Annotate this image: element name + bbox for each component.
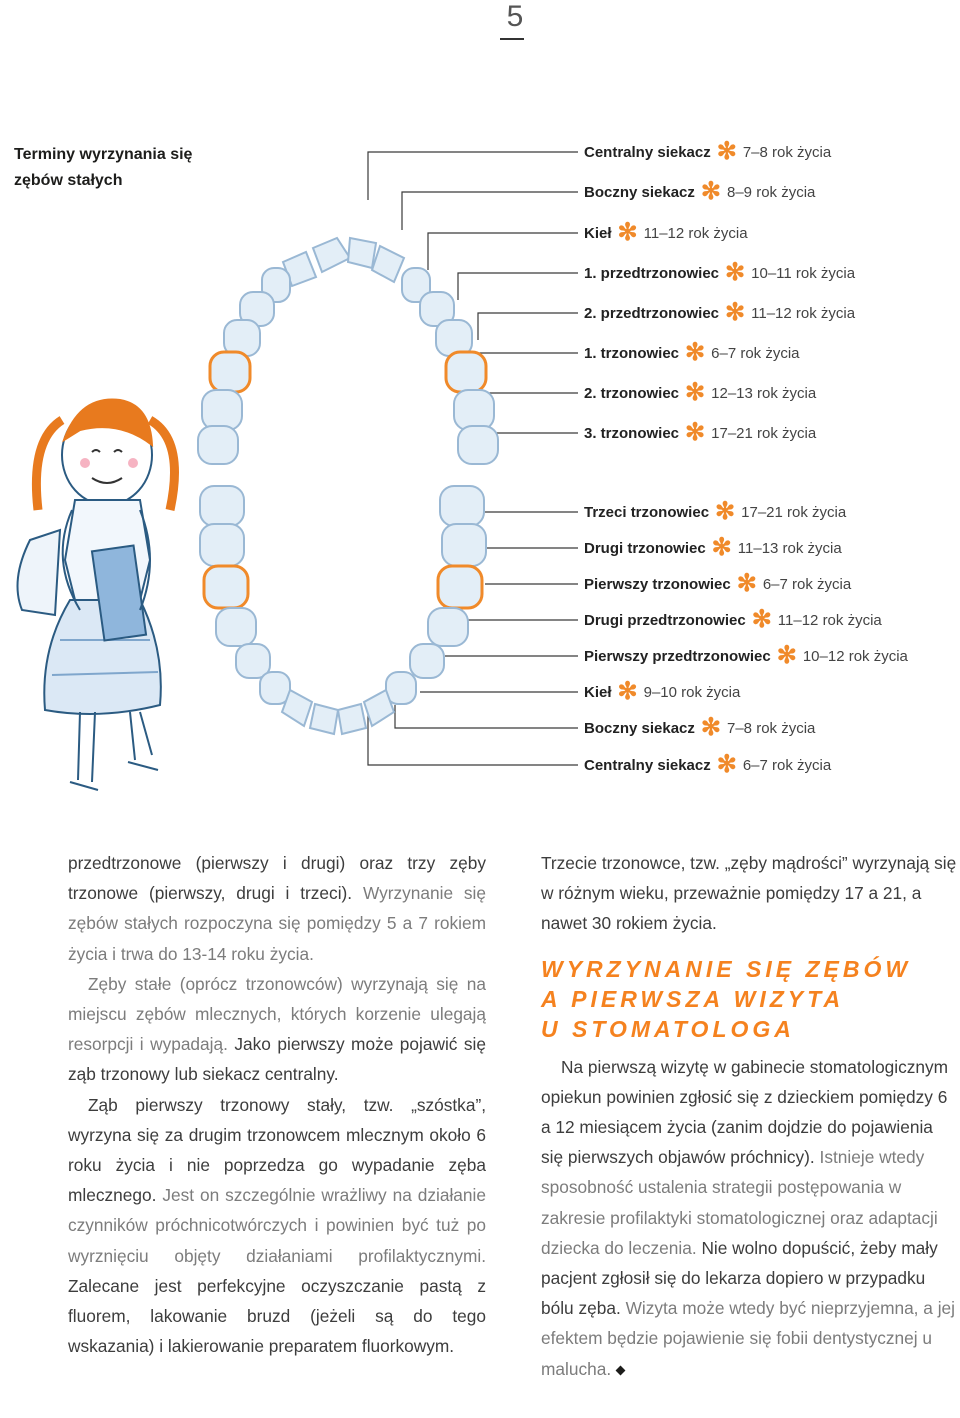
paragraph	[68, 1090, 486, 1362]
heading-line: U STOMATOLOGA	[541, 1015, 795, 1042]
lower-tooth	[200, 524, 244, 566]
lower-tooth	[440, 486, 484, 526]
lower-tooth	[386, 672, 416, 704]
eruption-age: 7–8 rok życia	[742, 143, 832, 161]
eruption-age: 17–21 rok życia	[741, 503, 847, 521]
asterisk-icon: ✻	[751, 606, 772, 633]
lower-tooth	[338, 704, 366, 734]
tooth-name: Boczny siekacz	[584, 183, 695, 201]
lower-label-third-molar	[584, 498, 847, 525]
tooth-name: 2. trzonowiec	[584, 384, 680, 402]
lower-tooth	[260, 672, 290, 704]
eruption-age: 12–13 rok życia	[711, 384, 817, 402]
lower-tooth	[310, 704, 338, 734]
tooth-name: Centralny siekacz	[584, 143, 711, 161]
upper-arch	[198, 238, 498, 464]
upper-tooth	[198, 426, 238, 464]
asterisk-icon: ✻	[617, 678, 638, 705]
eruption-age: 6–7 rok życia	[711, 344, 800, 362]
tooth-name: Drugi przedtrzonowiec	[584, 611, 746, 629]
lower-tooth	[428, 608, 468, 646]
girl-illustration	[18, 400, 175, 791]
upper-label-lateral-incisor	[584, 178, 816, 205]
asterisk-icon: ✻	[685, 339, 706, 366]
lower-label-central-incisor	[584, 751, 832, 778]
eruption-age: 6–7 rok życia	[762, 575, 852, 593]
paragraph	[68, 848, 486, 969]
asterisk-icon: ✻	[776, 642, 797, 669]
paragraph	[541, 1052, 959, 1384]
lower-arch	[200, 486, 486, 734]
text-run: Zęby stałe (oprócz trzonowców) wyrzynają się na miejscu zębów mlecznych, których korzenie ulegają resorpcji i wypadają.	[68, 973, 486, 1055]
lower-tooth	[216, 608, 256, 646]
eruption-age: 11–12 rok życia	[777, 611, 882, 629]
text-run: Zalecane jest perfekcyjne oczyszczanie pastą z fluorem, lakowanie bruzd (jeżeli są do tego wskazania) i lakierowanie preparatem fluorkowym.	[68, 1275, 486, 1357]
tooth-name: Kieł	[584, 683, 612, 701]
asterisk-icon: ✻	[716, 138, 737, 165]
asterisk-icon: ✻	[711, 534, 732, 561]
lower-label-canine	[584, 678, 741, 705]
upper-label-third-molar	[584, 419, 817, 446]
upper-tooth	[458, 426, 498, 464]
lower-tooth	[410, 644, 444, 678]
section-heading	[541, 954, 959, 1044]
eruption-age: 11–12 rok życia	[643, 224, 748, 242]
tooth-name: Pierwszy przedtrzonowiec	[584, 647, 771, 665]
page-number: 5	[506, 0, 524, 33]
tooth-name: Kieł	[584, 224, 612, 242]
upper-label-first-molar	[584, 339, 800, 366]
tooth-name: Drugi trzonowiec	[584, 539, 706, 557]
upper-tooth	[202, 390, 242, 430]
heading-line: A PIERWSZA WIZYTA	[541, 985, 845, 1012]
lower-label-second-molar	[584, 534, 842, 561]
tooth-name: Boczny siekacz	[584, 719, 695, 737]
text-run: Jako pierwszy może pojawić się ząb trzonowy lub siekacz centralny.	[68, 1034, 486, 1085]
asterisk-icon: ✻	[736, 570, 757, 597]
diagram-title: Terminy wyrzynania się zębów stałych	[14, 146, 193, 189]
asterisk-icon: ✻	[700, 714, 721, 741]
body-column-right	[541, 848, 959, 1384]
body-column-left	[68, 848, 486, 1361]
upper-tooth	[348, 238, 376, 268]
asterisk-icon: ✻	[617, 219, 638, 246]
asterisk-icon: ✻	[685, 419, 706, 446]
text-run: Wyrzynanie się zębów stałych rozpoczyna się pomiędzy 5 a 7 rokiem życia i trwa do 13-14 roku życia.	[68, 883, 486, 964]
upper-label-central-incisor	[584, 138, 832, 165]
text-run: Jest on szczególnie wrażliwy na działanie czynników próchnicotwórczych i powinien być tuż po wyrznięciu objęty działaniami profilaktycznymi.	[68, 1185, 486, 1266]
eruption-age: 17–21 rok życia	[711, 424, 817, 442]
paragraph	[68, 969, 486, 1090]
eruption-age: 6–7 rok życia	[742, 756, 832, 774]
text-run: przedtrzonowe (pierwszy i drugi) oraz trzy zęby trzonowe (pierwszy, drugi i trzeci).	[68, 853, 486, 904]
end-mark-icon	[616, 1365, 626, 1375]
lower-tooth	[236, 644, 270, 678]
lower-label-first-molar	[584, 570, 852, 597]
tooth-name: Pierwszy trzonowiec	[584, 575, 731, 593]
asterisk-icon: ✻	[716, 751, 737, 778]
tooth-name: Centralny siekacz	[584, 756, 711, 774]
eruption-age: 10–11 rok życia	[751, 264, 856, 282]
asterisk-icon: ✻	[715, 498, 736, 525]
tooth-name: 1. trzonowiec	[584, 344, 680, 362]
lower-label-lateral-incisor	[584, 714, 816, 741]
eruption-age: 8–9 rok życia	[727, 183, 816, 201]
upper-first-molar-left	[210, 352, 250, 392]
tooth-name: 3. trzonowiec	[584, 424, 680, 442]
lower-tooth	[200, 486, 244, 526]
upper-label-first-premolar	[584, 259, 856, 286]
upper-label-second-premolar	[584, 299, 856, 326]
upper-tooth	[454, 390, 494, 430]
lower-first-molar-right	[438, 566, 482, 608]
upper-label-second-molar	[584, 379, 817, 406]
eruption-age: 11–12 rok życia	[751, 304, 856, 322]
tooth-name: Trzeci trzonowiec	[584, 503, 710, 521]
heading-line: WYRZYNANIE SIĘ ZĘBÓW	[541, 955, 912, 982]
upper-tooth	[372, 246, 404, 282]
text-run: Wizyta może wtedy być nieprzyjemna, a jej efektem będzie pojawienie się fobii dentystycznej u malucha.	[541, 1298, 955, 1379]
lower-tooth	[442, 524, 486, 566]
text-run: Na pierwszą wizytę w gabinecie stomatologicznym opiekun powinien zgłosić się z dzieckiem pomiędzy 6 a 12 miesiącem życia (zanim dojdzie do pojawienia się pierwszych objawów próchnicy).	[541, 1056, 949, 1168]
paragraph: Trzecie trzonowce, tzw. „zęby mądrości” wyrzynają się w różnym wieku, przeważnie pomiędzy 17 a 21, a nawet 30 rokiem życia.	[541, 853, 957, 934]
asterisk-icon: ✻	[700, 178, 721, 205]
asterisk-icon: ✻	[685, 379, 706, 406]
tooth-name: 2. przedtrzonowiec	[584, 304, 720, 322]
upper-label-canine	[584, 219, 748, 246]
upper-tooth	[313, 238, 350, 272]
eruption-age: 9–10 rok życia	[643, 683, 741, 701]
asterisk-icon: ✻	[725, 259, 746, 286]
text-run: Istnieje wtedy sposobność ustalenia strategii postępowania w zakresie profilaktyki stomatologicznej oraz adaptacji dziecka do leczenia.	[541, 1147, 938, 1258]
text-run: Nie wolno dopuścić, żeby mały pacjent zgłosił się do lekarza dopiero w przypadku bólu zęba.	[541, 1237, 938, 1319]
lower-label-second-premolar	[584, 606, 882, 633]
tooth-name: 1. przedtrzonowiec	[584, 264, 720, 282]
text-run: Ząb pierwszy trzonowy stały, tzw. „szóstka”, wyrzyna się za drugim trzonowcem mlecznym około 6 roku życia i nie poprzedza go wypadanie zęba mlecznego.	[68, 1094, 486, 1206]
lower-first-molar-left	[204, 566, 248, 608]
asterisk-icon: ✻	[725, 299, 746, 326]
eruption-age: 10–12 rok życia	[802, 647, 908, 665]
eruption-age: 7–8 rok życia	[727, 719, 816, 737]
eruption-age: 11–13 rok życia	[737, 539, 842, 557]
lower-label-first-premolar	[584, 642, 908, 669]
upper-first-molar-right	[446, 352, 486, 392]
